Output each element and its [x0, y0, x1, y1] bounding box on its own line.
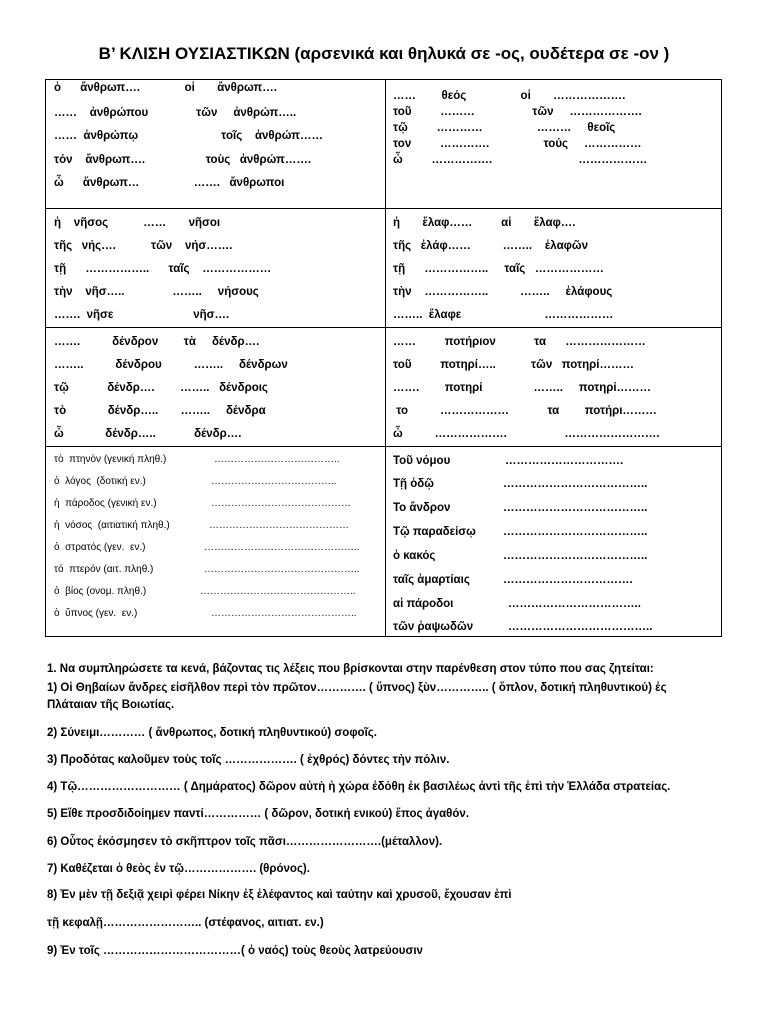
- table-divider: [46, 446, 721, 447]
- identify-word: ταῖς ἁμαρτίαις: [393, 574, 470, 586]
- answer-blank: ………………………………..: [503, 478, 648, 490]
- exercise-line: 5) Εἴθε προσδιδοίημεν παντί…………… ( δῶρον, δοτική ενικού) ἔπος ἀγαθόν.: [47, 808, 470, 820]
- table-row: τὸ δένδρ….. …….. δένδρα: [54, 405, 266, 417]
- table-row: …… ποτήριον τα …………………: [393, 336, 646, 348]
- table-row: τόν ἄνθρωπ…. τοὺς ἀνθρώπ…….: [54, 154, 312, 166]
- exercise-line: 1) Οἱ Θηβαίων ἄνδρες εἰσῆλθον περὶ τὸν πρῶτον…………. ( ὕπνος) ξὺν………….. ( ὅπλον, δοτική πληθυντικού) ἐς: [47, 682, 667, 694]
- answer-blank: ………………………………..: [503, 502, 648, 514]
- table-row: …… ἀνθρώπῳ τοῖς ἀνθρώπ……: [54, 130, 323, 142]
- table-row: τῷ ………… ……… θεοῖς: [393, 122, 616, 134]
- exercise-line: 8) Ἐν μὲν τῇ δεξιᾷ χειρὶ φέρει Νίκην ἐξ ἐλέφαντος καὶ ταύτην καὶ χρυσοῦ, ἔχουσαν ἐπὶ: [47, 889, 512, 901]
- answer-blank: …………………………….: [503, 574, 633, 586]
- table-row: …….. ἔλαφε ………………: [393, 309, 614, 321]
- answer-blank: ………………………………………..: [200, 586, 356, 597]
- identify-word: Τῷ παραδείσῳ: [393, 526, 476, 538]
- answer-blank: ………………………….: [505, 455, 624, 467]
- form-word: τὸ πτηνὸν (γενική πληθ.): [54, 454, 167, 465]
- answer-blank: ………………………………..: [214, 454, 340, 465]
- table-row: τῇ …………….. ταῖς ………………: [393, 263, 604, 275]
- table-divider: [46, 327, 721, 328]
- table-row: ὦ ……………. ………………: [393, 154, 648, 166]
- form-word: ἡ πάροδος (γενική εν.): [54, 498, 157, 509]
- exercise-heading: 1. Να συμπληρώσετε τα κενά, βάζοντας τις λέξεις που βρίσκονται στην παρένθεση στον τύπο που σας ζητείται:: [47, 663, 654, 675]
- page-title: Β’ ΚΛΙΣΗ ΟΥΣΙΑΣΤΙΚΩΝ (αρσενικά και θηλυκά σε -ος, ουδέτερα σε -ον ): [98, 44, 670, 63]
- identify-word: αἱ πάροδοι: [393, 598, 454, 610]
- table-row: …… ἀνθρώπου τῶν ἀνθρώπ…..: [54, 107, 297, 119]
- table-row: τον …………. τούς ……………: [393, 138, 642, 150]
- answer-blank: ………………………………..: [211, 476, 337, 487]
- form-word: ἡ νόσος (αιτιατική πληθ.): [54, 520, 170, 531]
- form-word: ὁ λόγος (δοτική εν.): [54, 476, 146, 487]
- exercise-line: 6) Οὗτος ἐκόσμησεν τὸ σκῆπτρον τοῖς πᾶσι…………………….(μέταλλον).: [47, 836, 443, 848]
- table-row: ……. νῆσε νῆσ….: [54, 309, 230, 321]
- table-row: ὦ δένδρ….. δένδρ….: [54, 428, 242, 440]
- answer-blank: ………………………………..: [503, 550, 648, 562]
- table-row: τῆς ἐλάφ…… …….. ἐλαφῶν: [393, 240, 588, 252]
- table-row: τῆς νής…. τῶν νήσ…….: [54, 240, 233, 252]
- table-row: …… θεός οἱ ……………….: [393, 90, 626, 102]
- table-row: ὦ ………………. …………………….: [393, 428, 660, 440]
- table-row: ἡ ἔλαφ…… αἱ ἔλαφ….: [393, 217, 576, 229]
- table-row: τὴν …………….. …….. ἐλάφους: [393, 286, 613, 298]
- identify-word: Τοῦ νόμου: [393, 455, 451, 467]
- answer-blank: ………………………………..: [503, 526, 648, 538]
- table-row: ……. δένδρον τὰ δένδρ….: [54, 336, 260, 348]
- identify-word: Τῇ ὁδῷ: [393, 478, 434, 490]
- table-divider: [46, 208, 721, 209]
- table-row: ……. ποτηρί …….. ποτηρί………: [393, 382, 652, 394]
- exercise-line: 4) Τῷ……………………… ( Δημάρατος) δῶρον αὐτὴ ἡ χώρα ἐδόθη ἐκ βασιλέως ἀντὶ τῆς ἐπὶ τὴν Ἑλλάδα στρατείας.: [47, 781, 671, 793]
- identify-word: ὁ κακός: [393, 550, 436, 562]
- exercise-line: Πλάταιαν τῆς Βοιωτίας.: [47, 699, 175, 711]
- form-word: τό πτερόν (αιτ. πληθ.): [54, 564, 154, 575]
- table-row: ὦ ἄνθρωπ… ……. ἄνθρωποι: [54, 177, 285, 189]
- answer-blank: ………………………………..: [508, 621, 653, 633]
- exercise-line: 3) Προδότας καλοῦμεν τοὺς τοῖς ………………. ( ἐχθρός) δόντες τὴν πόλιν.: [47, 754, 450, 766]
- answer-blank: ……………………………………: [209, 520, 349, 531]
- form-word: ὁ στρατός (γεν. εν.): [54, 542, 146, 553]
- answer-blank: ………………………………………..: [204, 564, 360, 575]
- table-row: τοῦ ……… τῶν ……………….: [393, 106, 642, 118]
- exercise-line: 7) Καθέζεται ὁ θεὸς ἐν τῷ………………. (θρόνος).: [47, 863, 310, 875]
- table-row: …….. δένδρου …….. δένδρων: [54, 359, 288, 371]
- answer-blank: ………………………………………..: [204, 542, 360, 553]
- form-word: ὁ βίος (ονομ. πληθ.): [54, 586, 147, 597]
- exercise-line: 9) Ἐν τοῖς ………………………………( ὁ ναός) τοὺς θεοὺς λατρεύουσιν: [47, 945, 423, 957]
- table-divider-vertical: [385, 80, 386, 636]
- table-row: το ……………… τα ποτήρι………: [393, 405, 657, 417]
- identify-word: τῶν ῥαψωδῶν: [393, 621, 474, 633]
- table-row: τῇ …………….. ταῖς ………………: [54, 263, 272, 275]
- table-row: τοῦ ποτηρί….. τῶν ποτηρί………: [393, 359, 634, 371]
- exercise-line: τῇ κεφαλῇ…………………….. (στέφανος, αιτιατ. εν.): [47, 917, 324, 929]
- table-row: ὁ ἄνθρωπ…. οἱ ἄνθρωπ….: [54, 82, 277, 94]
- form-word: ὁ ὕπνος (γεν. εν.): [54, 608, 138, 619]
- declension-table: [45, 79, 722, 637]
- answer-blank: ……………………………………: [211, 498, 351, 509]
- table-row: ἡ νῆσος …… νῆσοι: [54, 217, 221, 229]
- exercise-line: 2) Σύνειμι………… ( ἄνθρωπος, δοτική πληθυντικού) σοφοῖς.: [47, 727, 377, 739]
- table-row: τῷ δένδρ…. …….. δένδροις: [54, 382, 268, 394]
- table-row: τὴν νῆσ….. …….. νήσους: [54, 286, 259, 298]
- answer-blank: ……………………………………..: [211, 608, 357, 619]
- answer-blank: ……………………………..: [508, 598, 641, 610]
- identify-word: Το ἄνδρον: [393, 502, 451, 514]
